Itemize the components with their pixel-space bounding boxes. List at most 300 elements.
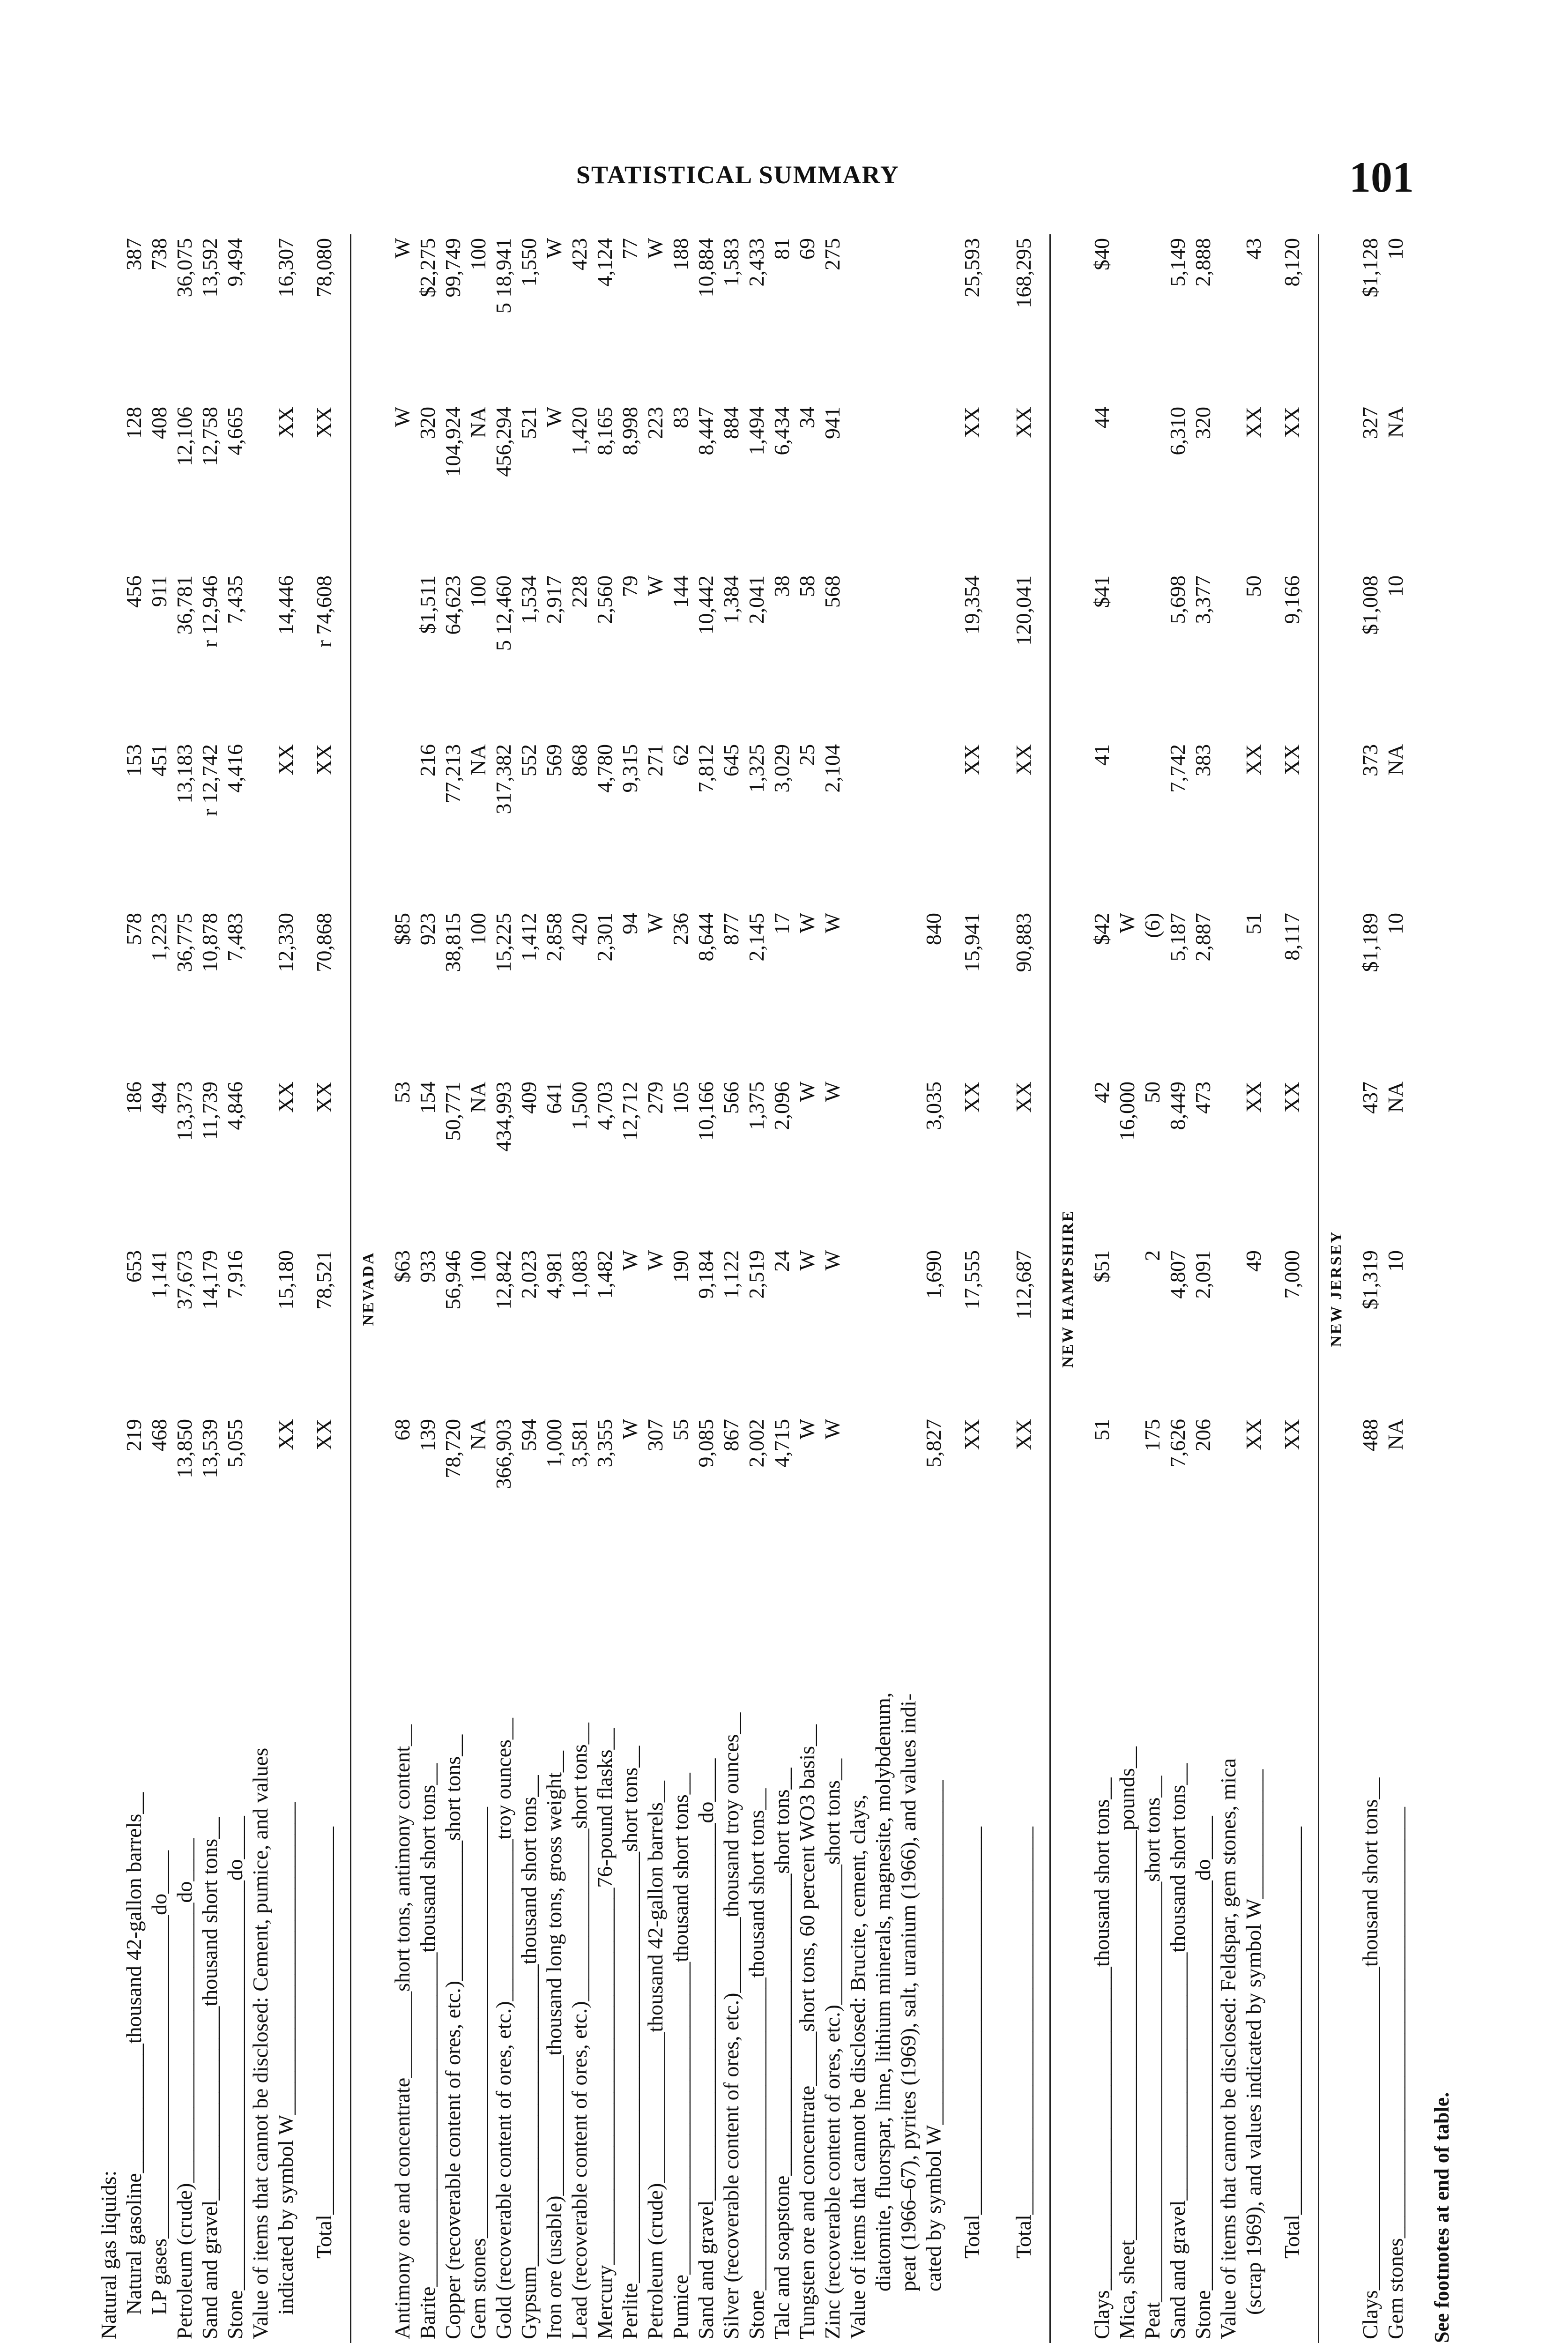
total-label: Total____________________________________ [960, 1827, 984, 2259]
quantity-cell: NA [466, 1082, 490, 1113]
value-cell: 112,687 [1011, 1250, 1035, 1320]
total-row [946, 234, 998, 2343]
quantity-cell [1216, 1415, 1241, 1584]
table-row [744, 234, 769, 2343]
value-cell: W [643, 238, 667, 259]
quantity-cell: XX [274, 744, 297, 776]
quantity-cell: 8,998 [618, 407, 642, 455]
row-label: Stone_____________________________thousand short tons__ [744, 1788, 768, 2339]
quantity-cell: 3,355 [593, 1419, 617, 1468]
value-cell: W [618, 1250, 642, 1271]
quantity-cell: 1,375 [744, 1082, 768, 1130]
quantity-cell: 7,742 [1166, 744, 1189, 793]
total-row [998, 234, 1050, 2343]
value-cell: 100 [466, 575, 490, 608]
value-cell [896, 572, 921, 740]
table-row [693, 234, 719, 2343]
quantity-cell: XX [1011, 407, 1035, 438]
value-cell: 99,749 [441, 238, 465, 298]
state-heading-row [351, 234, 390, 2343]
statistical-summary-table [96, 234, 1408, 2343]
quantity-cell: 153 [122, 744, 146, 776]
quantity-cell: 12,106 [172, 407, 196, 466]
value-cell: 7,000 [1280, 1250, 1304, 1299]
value-cell: 12,330 [274, 913, 297, 972]
table-row [223, 234, 248, 2343]
value-cell: 36,781 [172, 575, 196, 635]
value-cell: 1,384 [719, 575, 743, 624]
state-heading: NEVADA [351, 234, 390, 2343]
table-row [1089, 234, 1115, 2343]
quantity-cell: 42 [1090, 1082, 1114, 1103]
value-cell: W [820, 913, 844, 933]
table-row [567, 234, 592, 2343]
value-cell: W [643, 1250, 667, 1271]
quantity-cell [248, 740, 273, 909]
quantity-cell: 645 [719, 744, 743, 776]
value-cell: $1,319 [1358, 1250, 1382, 1310]
quantity-cell: 1,000 [542, 1419, 566, 1468]
quantity-cell: 1,325 [744, 744, 768, 793]
value-cell: $40 [1090, 238, 1114, 270]
quantity-cell: 473 [1191, 1082, 1215, 1114]
quantity-cell: 3,581 [567, 1419, 591, 1468]
table-row [1216, 234, 1241, 2343]
quantity-cell [845, 1078, 870, 1246]
table-row [1358, 234, 1383, 2343]
table-row [820, 234, 845, 2343]
value-cell: 1,141 [147, 1250, 171, 1299]
table-row [415, 234, 440, 2343]
value-cell: 2 [1140, 1250, 1164, 1261]
quantity-cell: 279 [643, 1082, 667, 1114]
quantity-cell: XX [312, 1419, 336, 1450]
value-cell: 4,807 [1166, 1250, 1189, 1299]
quantity-cell [896, 1415, 921, 1584]
table-row [1165, 234, 1190, 2343]
value-cell: 10,884 [694, 238, 718, 298]
value-cell: 911 [147, 575, 171, 607]
quantity-cell: 327 [1358, 407, 1382, 439]
value-cell: 1,223 [147, 913, 171, 962]
table-row [1190, 234, 1216, 2343]
value-cell [1216, 234, 1241, 403]
quantity-cell: XX [312, 1082, 336, 1113]
value-cell: 17 [770, 913, 794, 934]
quantity-cell [921, 740, 946, 909]
table-row [769, 234, 795, 2343]
quantity-cell: 55 [669, 1419, 692, 1440]
value-cell: 100 [466, 1250, 490, 1283]
quantity-cell [248, 403, 273, 572]
value-cell: $1,008 [1358, 575, 1382, 635]
quantity-cell: W [390, 407, 414, 427]
quantity-cell: XX [960, 1419, 984, 1450]
value-cell: 2,887 [1191, 913, 1215, 962]
value-cell: 5,149 [1166, 238, 1189, 287]
quantity-cell: NA [1383, 1082, 1407, 1113]
quantity-cell [845, 403, 870, 572]
quantity-cell: 12,712 [618, 1082, 642, 1141]
value-cell [870, 234, 896, 403]
value-cell: 923 [416, 913, 439, 945]
quantity-cell: 7,812 [694, 744, 718, 793]
value-cell: 8,117 [1280, 913, 1304, 961]
value-cell: 5,698 [1166, 575, 1189, 624]
quantity-cell: 366,903 [491, 1419, 515, 1489]
total-row [298, 234, 351, 2343]
quantity-cell: 9,315 [618, 744, 642, 793]
row-label: Natural gasoline____________thousand 42-gallon barrels__ [122, 1792, 146, 2315]
value-cell: 1,122 [719, 1250, 743, 1299]
quantity-cell: 4,665 [223, 407, 247, 455]
quantity-cell: 4,715 [770, 1419, 794, 1468]
quantity-cell [845, 740, 870, 909]
value-cell: 5 12,460 [491, 575, 515, 651]
quantity-cell [1216, 740, 1241, 909]
value-cell: W [643, 575, 667, 596]
row-label: Gem stones________________________________________ [1383, 1807, 1407, 2339]
quantity-cell: 51 [1090, 1419, 1114, 1440]
quantity-cell: 884 [719, 407, 743, 439]
value-cell: 15,941 [960, 913, 984, 972]
row-label: indicated by symbol W_____________________________ [274, 1802, 297, 2315]
value-cell: 15,225 [491, 913, 515, 972]
quantity-cell: 1,420 [567, 407, 591, 455]
value-cell: 120,041 [1011, 575, 1035, 646]
value-cell: 8,120 [1280, 238, 1304, 287]
value-cell: 8,644 [694, 913, 718, 962]
value-cell: 37,673 [172, 1250, 196, 1310]
quantity-cell: 5,055 [223, 1419, 247, 1468]
table-row [1115, 234, 1140, 2343]
table-row [668, 234, 693, 2343]
value-cell: 69 [795, 238, 819, 260]
value-cell: 2,301 [593, 913, 617, 962]
table-row [440, 234, 466, 2343]
value-cell [870, 1246, 896, 1415]
quantity-cell: NA [1383, 1419, 1407, 1450]
quantity-cell: 13,373 [172, 1082, 196, 1141]
quantity-cell [870, 740, 896, 909]
value-cell: $1,511 [416, 575, 439, 634]
table-row [617, 234, 643, 2343]
quantity-cell: 3,029 [770, 744, 794, 793]
value-cell [1216, 909, 1241, 1078]
quantity-cell: 320 [416, 407, 439, 439]
value-cell: 236 [669, 913, 692, 945]
value-cell: 14,446 [274, 575, 297, 635]
quantity-cell: W [820, 1082, 844, 1102]
value-cell: 275 [820, 238, 844, 270]
value-cell [845, 572, 870, 740]
value-cell: (6) [1140, 913, 1164, 938]
quantity-cell: 216 [416, 744, 439, 776]
value-cell: W [390, 238, 414, 259]
quantity-cell: NA [1383, 407, 1407, 438]
quantity-cell: r 12,742 [198, 744, 222, 816]
quantity-cell [96, 1078, 121, 1246]
row-label: Copper (recoverable content of ores, etc.)_____________short tons__ [441, 1734, 465, 2339]
table-row [466, 234, 491, 2343]
value-cell: 2,917 [542, 575, 566, 624]
table-row [1241, 234, 1266, 2343]
value-cell: 16,307 [274, 238, 297, 298]
row-label: Tungsten ore and concentrate_____short tons, 60 percent WO3 basis__ [795, 1724, 819, 2339]
value-cell: 188 [669, 238, 692, 270]
quantity-cell: 78,720 [441, 1419, 465, 1478]
value-cell: 7,483 [223, 913, 247, 962]
value-cell: 81 [770, 238, 794, 260]
table-row [643, 234, 668, 2343]
quantity-cell: 521 [517, 407, 541, 439]
quantity-cell: 641 [542, 1082, 566, 1114]
row-label: peat (1966–67), pyrites (1969), salt, uranium (1966), and values indi- [896, 1693, 920, 2291]
value-cell: 653 [122, 1250, 146, 1283]
total-label: Total____________________________________ [312, 1827, 336, 2259]
quantity-cell: 5,827 [921, 1419, 945, 1468]
quantity-cell: XX [1241, 407, 1265, 438]
value-cell: W [795, 913, 819, 933]
value-cell [870, 909, 896, 1078]
value-cell: 2,091 [1191, 1250, 1215, 1299]
table-row [921, 234, 946, 2343]
value-cell: 2,519 [744, 1250, 768, 1299]
value-cell: 4,124 [593, 238, 617, 287]
quantity-cell: XX [960, 1082, 984, 1113]
table-row [197, 234, 223, 2343]
value-cell: 2,145 [744, 913, 768, 962]
value-cell [845, 234, 870, 403]
quantity-cell: NA [466, 1419, 490, 1450]
footnote-reference: See footnotes at end of table. [1430, 2092, 1453, 2343]
quantity-cell: 219 [122, 1419, 146, 1451]
quantity-cell: 2,002 [744, 1419, 768, 1468]
value-cell: 25,593 [960, 238, 984, 298]
quantity-cell: XX [274, 1082, 297, 1113]
quantity-cell: 451 [147, 744, 171, 776]
quantity-cell: XX [312, 744, 336, 776]
quantity-cell [870, 1415, 896, 1584]
table-row [1140, 234, 1165, 2343]
value-cell: 1,690 [921, 1250, 945, 1299]
row-label: Barite_______________________________thousand short tons__ [416, 1763, 439, 2339]
state-heading-row [1050, 234, 1090, 2343]
value-cell [96, 1246, 121, 1415]
row-label: Gold (recoverable content of ores, etc.)_______________troy ounces__ [491, 1718, 515, 2339]
value-cell: 2,041 [744, 575, 768, 624]
value-cell: 43 [1241, 238, 1265, 260]
quantity-cell: XX [1011, 1419, 1035, 1450]
table-row [390, 234, 415, 2343]
row-label: Petroleum (crude)______________thousand 42-gallon barrels__ [643, 1781, 667, 2339]
value-cell: 1,412 [517, 913, 541, 962]
value-cell: 1,583 [719, 238, 743, 287]
quantity-cell: XX [274, 1419, 297, 1450]
value-cell: 168,295 [1011, 238, 1035, 308]
row-label: Lead (recoverable content of ores, etc.)________________short tons__ [567, 1723, 591, 2339]
quantity-cell: 552 [517, 744, 541, 776]
quantity-cell [248, 1415, 273, 1584]
value-cell [96, 234, 121, 403]
quantity-cell: 2,096 [770, 1082, 794, 1130]
table-body [96, 234, 1408, 2343]
quantity-cell: 383 [1191, 744, 1215, 776]
row-label: Mica, sheet______________________________________pounds__ [1115, 1746, 1139, 2339]
value-cell: 4,981 [542, 1250, 566, 1299]
quantity-cell: 408 [147, 407, 171, 439]
value-cell: 13,592 [198, 238, 222, 298]
quantity-cell: 307 [643, 1419, 667, 1451]
row-label: Value of items that cannot be disclosed: Brucite, cement, clays, [846, 1794, 869, 2339]
value-cell: 387 [122, 238, 146, 270]
quantity-cell: 105 [669, 1082, 692, 1114]
quantity-cell: 50 [1140, 1082, 1164, 1103]
quantity-cell: W [795, 1419, 819, 1440]
value-cell: 3,377 [1191, 575, 1215, 624]
state-heading: NEW JERSEY [1319, 234, 1358, 2343]
quantity-cell: NA [1383, 744, 1407, 776]
quantity-cell: 154 [416, 1082, 439, 1114]
quantity-cell: 34 [795, 407, 819, 428]
value-cell: 10,878 [198, 913, 222, 972]
quantity-cell: 437 [1358, 1082, 1382, 1114]
quantity-cell: 594 [517, 1419, 541, 1451]
value-cell: 144 [669, 575, 692, 608]
quantity-cell: W [542, 407, 566, 427]
table-row [121, 234, 147, 2343]
value-cell: 578 [122, 913, 146, 945]
quantity-cell: 7,626 [1166, 1419, 1189, 1468]
value-cell [1115, 234, 1140, 403]
quantity-cell: 11,739 [198, 1082, 222, 1140]
quantity-cell [1115, 403, 1140, 572]
quantity-cell: XX [1280, 1082, 1304, 1113]
value-cell: $41 [1090, 575, 1114, 608]
quantity-cell: XX [1011, 1082, 1035, 1113]
rotated-table-container [96, 234, 1453, 2343]
value-cell: 5 18,941 [491, 238, 515, 313]
row-label: Value of items that cannot be disclosed: Cement, pumice, and values [248, 1747, 272, 2339]
table-row [172, 234, 197, 2343]
value-cell: 70,868 [312, 913, 336, 972]
value-cell: 1,550 [517, 238, 541, 287]
table-row [542, 234, 567, 2343]
value-cell: 2,433 [744, 238, 768, 287]
value-cell: 738 [147, 238, 171, 270]
value-cell: 49 [1241, 1250, 1265, 1272]
value-cell: W [820, 1250, 844, 1271]
table-row [592, 234, 617, 2343]
quantity-cell: 68 [390, 1419, 414, 1440]
value-cell [896, 234, 921, 403]
quantity-cell: 8,447 [694, 407, 718, 455]
value-cell: 933 [416, 1250, 439, 1283]
value-cell: 24 [770, 1250, 794, 1272]
quantity-cell: 4,780 [593, 744, 617, 793]
quantity-cell: 25 [795, 744, 819, 766]
row-label: Stone______________________________________do____ [1191, 1816, 1215, 2339]
value-cell: r 12,946 [198, 575, 222, 648]
row-label: Petroleum (crude)__________________________do____ [172, 1838, 196, 2339]
quantity-cell [96, 740, 121, 909]
value-cell: 100 [466, 238, 490, 270]
value-cell: 10 [1383, 575, 1407, 597]
value-cell [1115, 1246, 1140, 1415]
quantity-cell: 320 [1191, 407, 1215, 439]
quantity-cell [1140, 403, 1165, 572]
value-cell: 2,888 [1191, 238, 1215, 287]
value-cell: 51 [1241, 913, 1265, 934]
quantity-cell: 941 [820, 407, 844, 439]
value-cell: 19,354 [960, 575, 984, 635]
quantity-cell [96, 1415, 121, 1584]
quantity-cell: 4,703 [593, 1082, 617, 1130]
state-heading-row [1319, 234, 1358, 2343]
quantity-cell: XX [1241, 1082, 1265, 1113]
quantity-cell: 6,310 [1166, 407, 1189, 455]
quantity-cell [896, 740, 921, 909]
row-label: Zinc (recoverable content of ores, etc.)_____________short tons__ [820, 1758, 844, 2339]
quantity-cell: 494 [147, 1082, 171, 1114]
row-label: Stone______________________________________do____ [223, 1816, 247, 2339]
quantity-cell: XX [1241, 1419, 1265, 1450]
quantity-cell [1216, 403, 1241, 572]
quantity-cell: 3,035 [921, 1082, 945, 1130]
quantity-cell: 868 [567, 744, 591, 776]
quantity-cell: XX [1011, 744, 1035, 776]
quantity-cell: XX [1280, 744, 1304, 776]
row-label: Pumice_____________________________thousand short tons__ [669, 1773, 692, 2339]
row-label: Clays______________________________thousand short tons__ [1358, 1777, 1382, 2339]
row-label: LP gases______________________________do____ [147, 1850, 171, 2315]
quantity-cell [896, 1078, 921, 1246]
value-cell: 568 [820, 575, 844, 608]
quantity-cell: 128 [122, 407, 146, 439]
value-cell: 58 [795, 575, 819, 597]
quantity-cell: XX [960, 407, 984, 438]
value-cell: W [643, 913, 667, 933]
value-cell: 9,166 [1280, 575, 1304, 624]
quantity-cell [1216, 1078, 1241, 1246]
quantity-cell: XX [1241, 744, 1265, 776]
quantity-cell: 139 [416, 1419, 439, 1451]
table-row [870, 234, 896, 2343]
quantity-cell: 566 [719, 1082, 743, 1114]
quantity-cell: 223 [643, 407, 667, 439]
table-row [896, 234, 921, 2343]
value-cell [96, 909, 121, 1078]
row-label: (scrap 1969), and values indicated by symbol W____________ [1241, 1769, 1265, 2315]
running-head: STATISTICAL SUMMARY [576, 161, 899, 189]
value-cell: 1,534 [517, 575, 541, 624]
value-cell [1216, 1246, 1241, 1415]
value-cell [1140, 234, 1165, 403]
quantity-cell [1115, 740, 1140, 909]
value-cell [390, 572, 415, 740]
value-cell: 456 [122, 575, 146, 608]
quantity-cell: 41 [1090, 744, 1114, 766]
quantity-cell: 8,449 [1166, 1082, 1189, 1130]
value-cell: W [542, 238, 566, 259]
row-label: Sand and gravel__________________thousand short tons__ [198, 1817, 222, 2339]
row-label: Value of items that cannot be disclosed: Feldspar, gem stones, mica [1216, 1758, 1240, 2339]
quantity-cell [870, 403, 896, 572]
value-cell: 10,442 [694, 575, 718, 635]
quantity-cell: W [795, 1082, 819, 1102]
quantity-cell: XX [1280, 407, 1304, 438]
row-label: cated by symbol W________________________________ [921, 1780, 945, 2291]
